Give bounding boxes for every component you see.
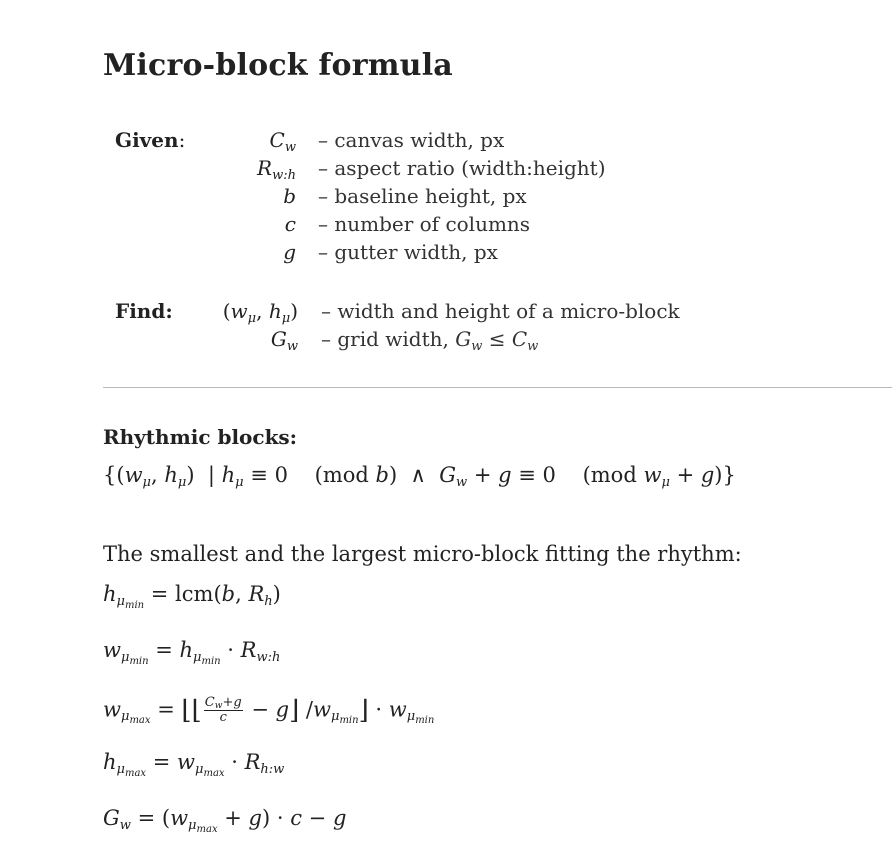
find-symbol-gw: $G_w$ xyxy=(270,327,298,354)
find-desc-wh: – width and height of a micro-block xyxy=(321,299,680,323)
smallest-largest-intro: The smallest and the largest micro-block fitting the rhythm: xyxy=(103,542,742,566)
given-desc-b: – baseline height, px xyxy=(318,184,527,208)
given-label: Given xyxy=(115,128,179,152)
section-divider xyxy=(103,387,892,388)
given-desc-c: – number of columns xyxy=(318,212,531,236)
formula-w-min: $w_{\mu_{min}} = h_{\mu_{min}} \cdot R_{w:h}$ xyxy=(103,638,281,667)
given-label-row xyxy=(115,130,185,150)
given-desc-cw: – canvas width, px xyxy=(318,128,505,152)
given-colon: : xyxy=(178,128,186,152)
find-symbol-wh: ($w_\mu$, $h_\mu$) xyxy=(222,299,298,326)
formula-h-max: $h_{\mu_{max}} = w_{\mu_{max}} \cdot R_{h:w}$ xyxy=(103,750,285,779)
given-symbol-c: c xyxy=(284,212,296,236)
given-desc-rwh: – aspect ratio (width:height) xyxy=(318,156,606,180)
page-title: Micro-block formula xyxy=(103,48,453,83)
formula-gw: $G_w = (w_{\mu_{max}} + g) \cdot c - g$ xyxy=(103,806,347,835)
rhythmic-heading: Rhythmic blocks: xyxy=(103,425,298,449)
given-desc-g: – gutter width, px xyxy=(318,240,498,264)
given-symbol-b: b xyxy=(283,184,296,208)
rhythmic-formula: {($w_\mu$, $h_\mu$) | $h_\mu \equiv 0$ (mod b) ∧ $G_w + g \equiv 0$ (mod $w_\mu + g$)} xyxy=(103,463,736,490)
formula-h-min: $h_{\mu_{min}} = lcm(b$, $R_h$) xyxy=(103,582,281,611)
formula-w-max: $w_{\mu_{max}}$ = ⌊⌊ $\frac{C_w+g}{c}$ − g⌋ $/w_{\mu_{min}}⌋ \cdot w_{\mu_{min}}$ xyxy=(103,695,435,727)
given-symbol-g: g xyxy=(283,240,296,264)
given-symbol-rwh: $R_{w:h}$ xyxy=(257,156,296,183)
find-label: Find: xyxy=(115,299,173,323)
given-symbol-cw: $C_w$ xyxy=(269,128,296,155)
find-desc-gw: – grid width, $G_w \le C_w$ xyxy=(321,327,539,354)
